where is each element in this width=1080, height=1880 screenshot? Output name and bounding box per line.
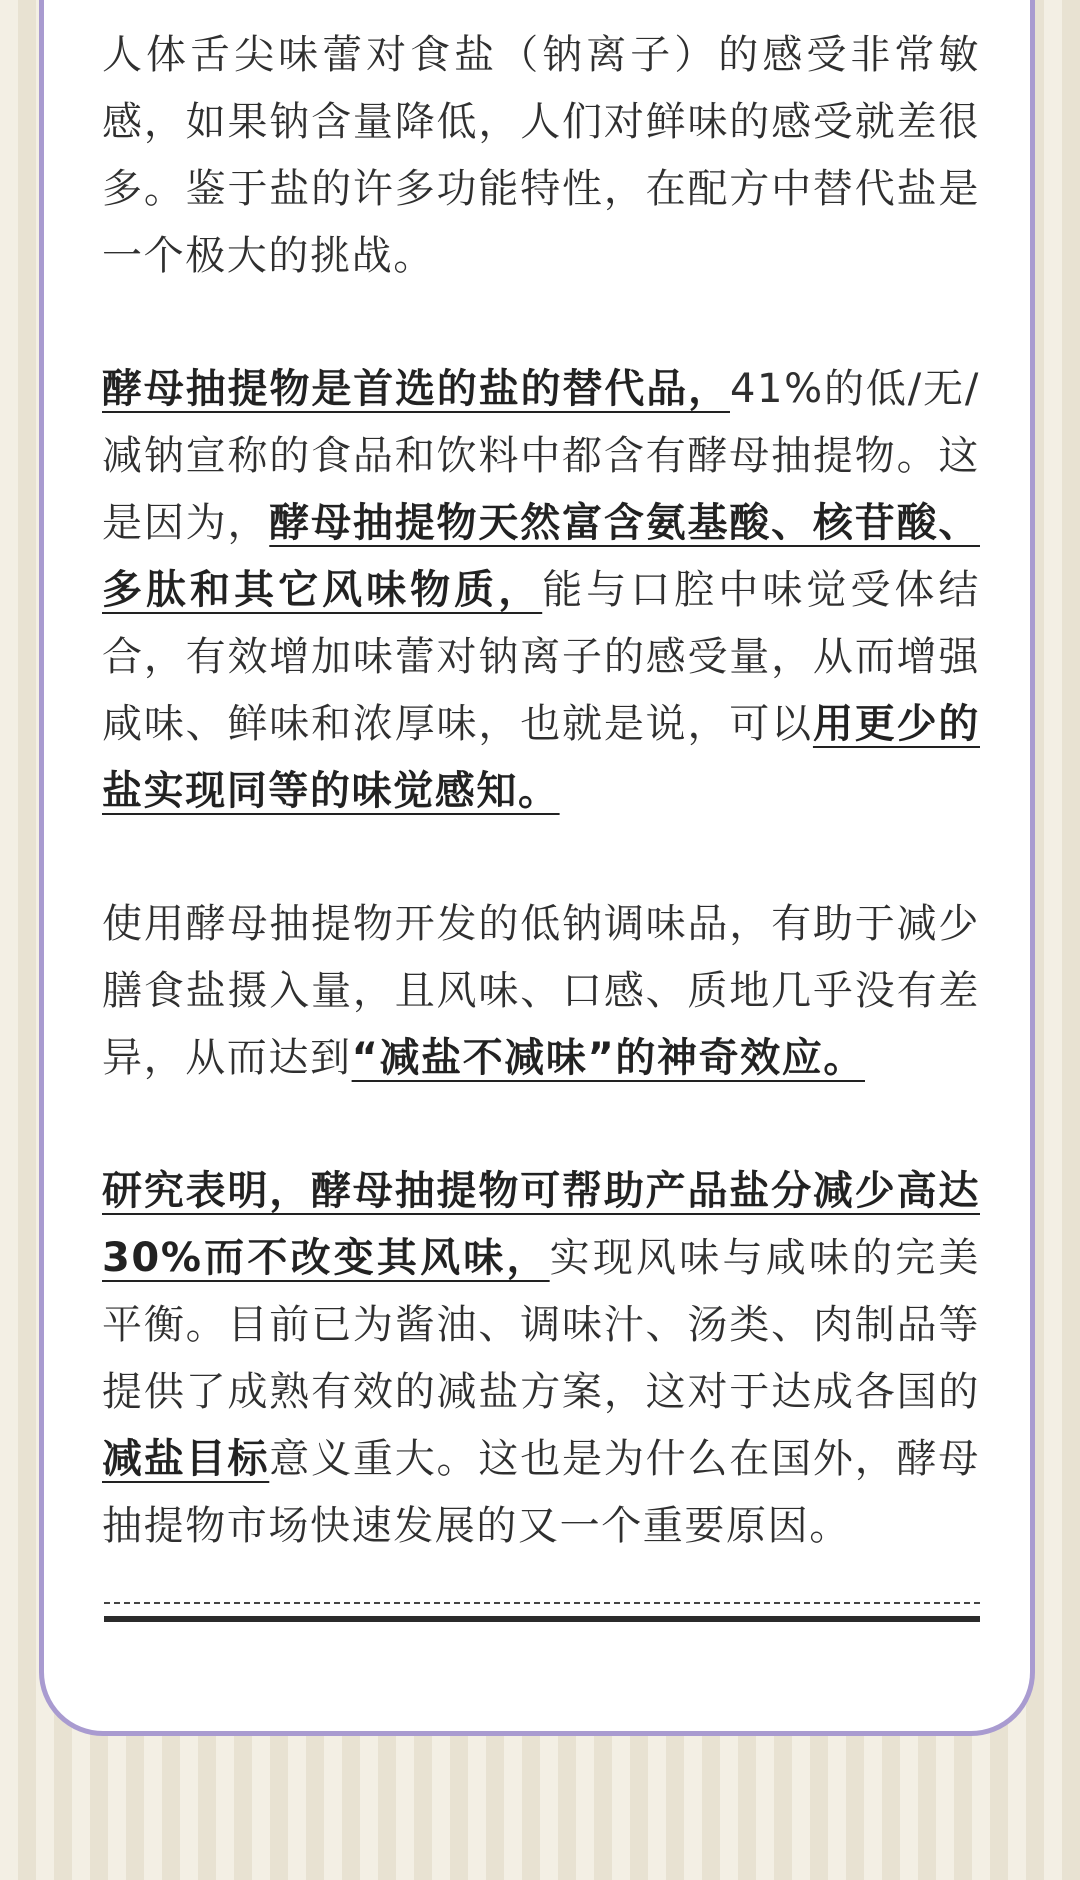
highlight-text: 酵母抽提物是首选的盐的替代品， bbox=[102, 366, 730, 412]
paragraph-text: 使用酵母抽提物开发的低钠调味品，有助于减少膳食盐摄入量，且风味、口感、质地几乎没有差异，从而达到 bbox=[102, 901, 980, 1081]
paragraph-text: 意义重大。这也是为什么在国外，酵母抽提物市场快速发展的又一个重要原因。 bbox=[102, 1436, 980, 1549]
paragraph-text: 人体舌尖味蕾对食盐（钠离子）的感受非常敏感，如果钠含量降低，人们对鲜味的感受就差很多。鉴于盐的许多功能特性，在配方中替代盐是一个极大的挑战。 bbox=[102, 32, 980, 279]
paragraph-salt-sensitivity bbox=[102, 22, 980, 290]
paragraph-salt-substitute bbox=[102, 356, 980, 825]
paragraph-research-findings bbox=[102, 1158, 980, 1560]
article-body bbox=[102, 22, 980, 1626]
highlight-text: “减盐不减味”的神奇效应。 bbox=[351, 1035, 865, 1081]
highlight-text: 酵母抽提物天然富含氨基酸、核苷酸、多肽和其它风味物质， bbox=[102, 500, 980, 613]
dashed-divider bbox=[104, 1602, 980, 1604]
solid-divider bbox=[104, 1616, 980, 1622]
paragraph-text: 能与口腔中味觉受体结合，有效增加味蕾对钠离子的感受量，从而增强咸味、鲜味和浓厚味，也就是说，可以 bbox=[102, 567, 981, 747]
paragraph-text: 41%的低/无/减钠宣称的食品和饮料中都含有酵母抽提物。这是因为， bbox=[102, 366, 980, 546]
paragraph-text: 实现风味与咸味的完美平衡。目前已为酱油、调味汁、汤类、肉制品等提供了成熟有效的减盐方案，这对于达成各国的 bbox=[102, 1235, 980, 1415]
highlight-text: 用更少的盐实现同等的味觉感知。 bbox=[102, 701, 980, 814]
highlight-text: 研究表明，酵母抽提物可帮助产品盐分减少高达30%而不改变其风味， bbox=[102, 1168, 980, 1281]
paragraph-low-sodium-seasoning bbox=[102, 891, 980, 1092]
highlight-text: 减盐目标 bbox=[102, 1436, 270, 1482]
